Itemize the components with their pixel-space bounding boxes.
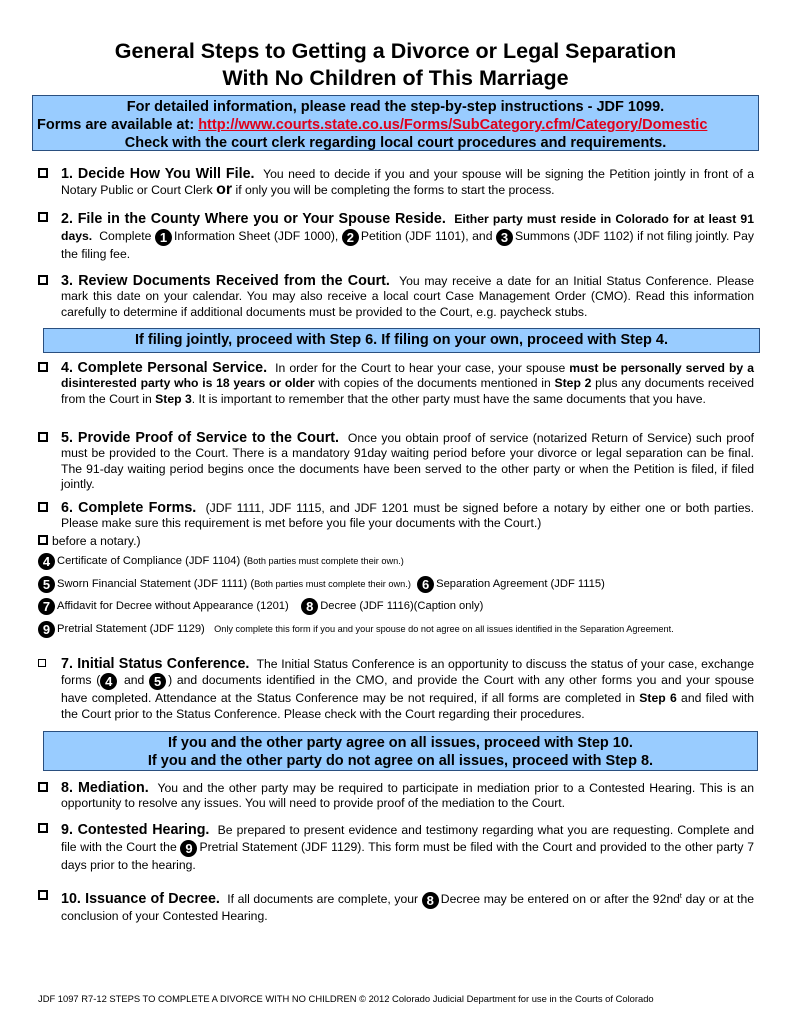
- step-7-heading: 7. Initial Status Conference.: [61, 656, 250, 672]
- step-6-heading: 6. Complete Forms.: [61, 500, 197, 516]
- step-1-or: or: [216, 181, 233, 199]
- info-line-1: For detailed information, please read the step-by-step instructions - JDF 1099.: [126, 99, 665, 115]
- step-4-bold-c: Step 3: [155, 391, 192, 406]
- step-2-heading: 2. File in the County Where you or Your Spouse Reside.: [61, 211, 446, 227]
- form-6-label: Separation Agreement (JDF 1115): [436, 578, 605, 590]
- step-3-heading: 3. Review Documents Received from the Court.: [61, 273, 390, 289]
- step-4-text-c: plus any documents received from the Court in: [61, 376, 754, 406]
- step-10-superscript: t: [679, 893, 682, 900]
- step-7-text-a: The Initial Status Conference is an opportunity to discuss the status of your case, exchange forms (: [61, 657, 754, 688]
- page-footer: JDF 1097 R7-12 STEPS TO COMPLETE A DIVORCE WITH NO CHILDREN © 2012 Colorado Judicial Department for use in the Courts of Colorado: [38, 993, 654, 1004]
- step-4-heading: 4. Complete Personal Service.: [61, 360, 268, 376]
- title-line-2: With No Children of This Marriage: [222, 66, 569, 90]
- number-8-icon: 8: [422, 892, 439, 909]
- number-9-icon: 9: [38, 621, 55, 638]
- step-6-checkbox[interactable]: [38, 502, 48, 512]
- form-4-note: Both parties must complete their own.): [247, 556, 404, 566]
- notice-agreement-line-2: If you and the other party do not agree on all issues, proceed with Step 8.: [147, 753, 654, 769]
- step-4-bold-b: Step 2: [554, 376, 592, 391]
- form-8-label: Decree (JDF 1116)(Caption only): [320, 600, 484, 612]
- step-1-text-b: if only you will be completing the forms to start the process.: [232, 183, 555, 198]
- step-6-notary-text: before a notary.): [52, 534, 141, 548]
- step-2-residency: Either party must reside in Colorado for at least 91 days.: [61, 212, 754, 243]
- forms-link[interactable]: http://www.courts.state.co.us/Forms/SubCategory.cfm/Category/Domestic: [198, 117, 708, 133]
- step-4-text-d: . It is important to remember that the other party must have the same documents that you have.: [191, 391, 706, 406]
- form-9-note: Only complete this form if you and your spouse do not agree on all issues identified in the Separation Agreement.: [214, 624, 674, 634]
- page-title: [0, 38, 791, 92]
- form-line-4: [38, 552, 404, 570]
- step-3-checkbox[interactable]: [38, 275, 48, 285]
- step-1: [38, 167, 754, 199]
- step-4-checkbox[interactable]: [38, 362, 48, 372]
- number-1-icon: 1: [155, 229, 172, 246]
- step-2-checkbox[interactable]: [38, 212, 48, 222]
- step-7-and: and: [119, 673, 150, 688]
- step-8-heading: 8. Mediation.: [61, 780, 149, 796]
- number-2-icon: 2: [342, 229, 359, 246]
- forms-available-label: Forms are available at:: [37, 117, 199, 133]
- step-9-text-a: Be prepared to present evidence and testimony regarding what you are requesting. Complete and file with the Court the: [61, 823, 754, 854]
- step-2-form-2: Petition (JDF 1101), and: [360, 228, 493, 243]
- number-9-icon: 9: [180, 840, 197, 857]
- number-5-icon: 5: [38, 576, 55, 593]
- step-5: [38, 431, 754, 493]
- number-6-icon: 6: [417, 576, 434, 593]
- step-9-heading: 9. Contested Hearing.: [61, 822, 210, 838]
- step-5-checkbox[interactable]: [38, 432, 48, 442]
- step-5-text: Once you obtain proof of service (notarized Return of Service) such proof must be provided to the Court. There is a mandatory 91day waiting period before your divorce or legal separation can be final. The 91-day waiting period begins once the documents have been served to the other party or when the Petition is filed, if filed jointly.: [61, 431, 754, 492]
- step-3-text: You may receive a date for an Initial Status Conference. Please mark this date on your calendar. You may also receive a local court Case Management Order (CMO). Read this information carefully to determine if additional documents must be provided to the Court, e.g. paycheck stubs.: [61, 274, 754, 319]
- step-6-notary-checkbox[interactable]: [38, 535, 48, 545]
- step-1-text-a: You need to decide if you and your spouse will be signing the Petition jointly in front of a Notary Public or Court Clerk: [61, 167, 754, 198]
- step-2-form-1: Information Sheet (JDF 1000),: [173, 228, 339, 243]
- step-6: [38, 501, 754, 532]
- form-line-9: [38, 620, 674, 638]
- form-line-5-6: [38, 575, 605, 593]
- step-3: [38, 274, 754, 320]
- step-7-text-c: and filed with the Court prior to the Status Conference. Please check with the Court regarding their procedures.: [61, 691, 754, 722]
- number-4-icon: 4: [38, 553, 55, 570]
- number-5-icon: 5: [149, 673, 166, 690]
- step-9-checkbox[interactable]: [38, 823, 48, 833]
- form-4-label: Certificate of Compliance (JDF 1104) (: [57, 555, 248, 567]
- step-7-text-b: ) and documents identified in the CMO, and provide the Court with any other forms you and your spouse have completed. Attendance at the Status Conference may be not required, if all forms are completed in: [61, 673, 754, 706]
- step-7-checkbox[interactable]: [38, 659, 46, 667]
- title-line-1: General Steps to Getting a Divorce or Legal Separation: [114, 39, 677, 63]
- step-2-form-3: Summons (JDF 1102) if not filing jointly. Pay the filing fee.: [61, 228, 754, 261]
- form-9-label: Pretrial Statement (JDF 1129): [57, 623, 205, 635]
- step-8-text: You and the other party may be required to participate in mediation prior to a Contested Hearing. This is an opportunity to resolve any issues. You will need to provide proof of the mediation to the Court.: [61, 781, 754, 811]
- step-1-heading: 1. Decide How You Will File.: [61, 166, 255, 182]
- step-7: [38, 656, 754, 723]
- step-2-complete: Complete: [99, 228, 152, 243]
- info-line-2: [33, 116, 758, 134]
- step-10-text-b: Decree may be entered on or after the 92nd: [440, 892, 680, 907]
- step-10: [38, 889, 754, 924]
- info-line-3: Check with the court clerk regarding local court procedures and requirements.: [124, 135, 667, 151]
- step-10-checkbox[interactable]: [38, 890, 48, 900]
- form-5-label: Sworn Financial Statement (JDF 1111) (: [57, 578, 255, 590]
- step-9: [38, 822, 754, 874]
- step-5-heading: 5. Provide Proof of Service to the Court.: [61, 430, 340, 446]
- step-9-text-b: Pretrial Statement (JDF 1129). This form must be filed with the Court and provided to the other party 7 days prior to the hearing.: [61, 840, 754, 872]
- step-8-checkbox[interactable]: [38, 782, 48, 792]
- step-7-bold: Step 6: [639, 691, 677, 706]
- step-4-text-a: In order for the Court to hear your case, your spouse: [275, 361, 570, 375]
- step-6-notary-line: [38, 534, 754, 549]
- info-box: [32, 95, 759, 151]
- number-3-icon: 3: [496, 229, 513, 246]
- number-7-icon: 7: [38, 598, 55, 615]
- notice-agreement: [43, 731, 758, 771]
- step-2: [38, 211, 754, 262]
- step-4-text-b: with copies of the documents mentioned in: [314, 376, 555, 391]
- notice-agreement-line-1: If you and the other party agree on all issues, proceed with Step 10.: [168, 735, 633, 751]
- form-7-label: Affidavit for Decree without Appearance (1201): [57, 600, 289, 612]
- form-line-7-8: [38, 597, 483, 615]
- step-4-bold-a: must be personally served by a disinterested party who is 18 years or older: [61, 361, 754, 391]
- step-10-heading: 10. Issuance of Decree.: [61, 891, 220, 908]
- number-4-icon: 4: [100, 673, 117, 690]
- step-10-text-c: day or at the conclusion of your Contested Hearing.: [61, 892, 754, 924]
- step-6-text: (JDF 1111, JDF 1115, and JDF 1201 must be signed before a notary by either one or both parties. Please make sure this requirement is met before you file your documents with the Court.): [61, 501, 754, 531]
- step-4: [38, 361, 754, 407]
- step-10-text-a: If all documents are complete, your: [227, 892, 422, 907]
- form-5-note: Both parties must complete their own.): [254, 579, 411, 589]
- notice-filing-jointly: If filing jointly, proceed with Step 6. If filing on your own, proceed with Step 4.: [43, 328, 760, 353]
- number-8-icon: 8: [301, 598, 318, 615]
- step-8: [38, 781, 754, 812]
- step-1-checkbox[interactable]: [38, 168, 48, 178]
